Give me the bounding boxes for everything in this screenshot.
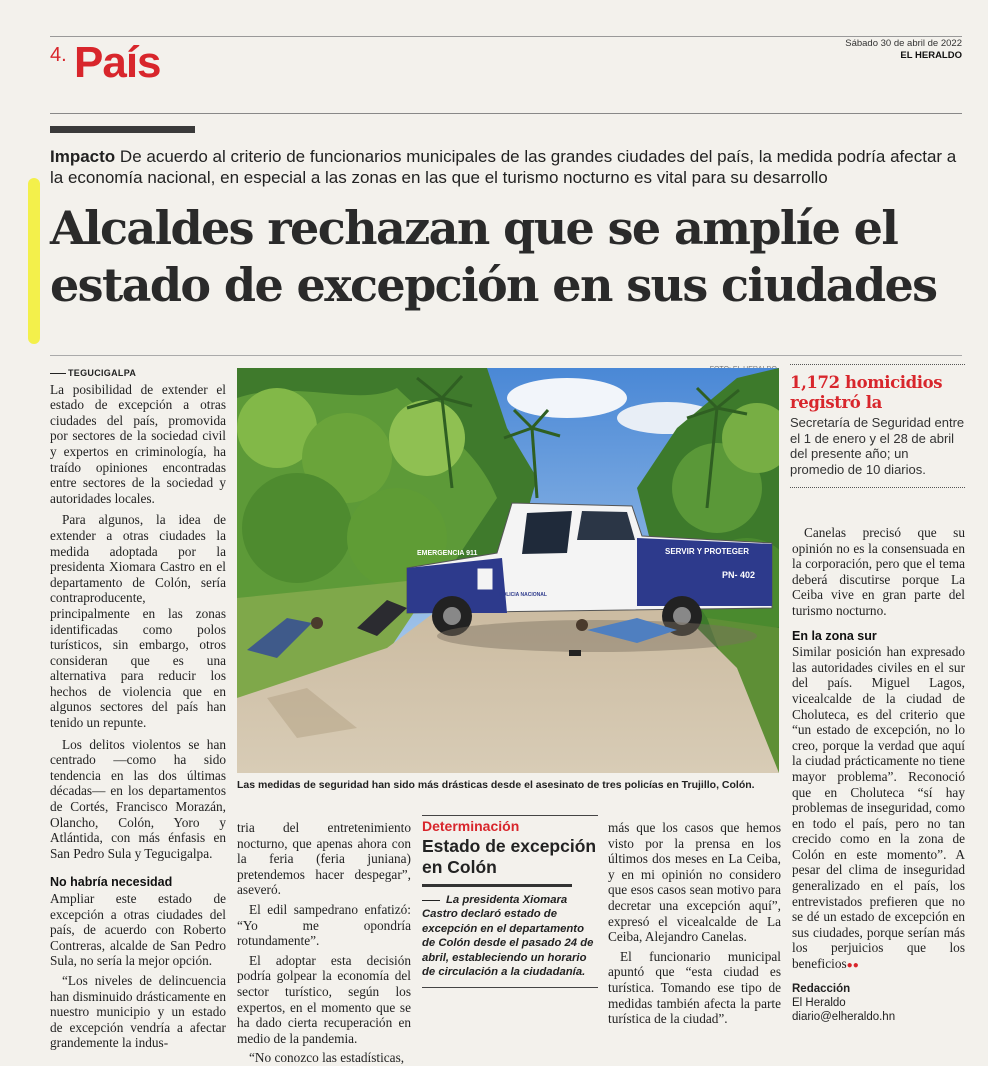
truck-label-plate: PN- 402 [722,570,756,580]
page-number: 4. [50,44,67,66]
kicker [50,146,965,188]
subhead: En la zona sur [792,628,877,643]
truck-label-motto: SERVIR Y PROTEGER [665,547,750,556]
byline-name: El Heraldo [792,996,846,1009]
box-text [422,893,598,979]
column-5 [792,525,965,1024]
paragraph: El edil sampedrano enfatizó: “Yo me opondría rotundamente”. [237,901,411,949]
truck-label-emergency: EMERGENCIA 911 [417,550,478,557]
truck-label-police: POLICIA NACIONAL [499,592,547,598]
byline-email: diario@elheraldo.hn [792,1010,896,1023]
paragraph-text: Similar posición han expresado las autoridades civiles en el sur del país. Miguel Lagos, vicealcalde de la ciudad de Choluteca, es del criterio que “un estado de excepción, no lo creo, porque la verdad que aquí la ciudad prácticamente no tiene mayor problema”. Reconoció que en Choluteca “sí hay problemas de inseguridad, como en todo el país, pero no tan crecido como en la zona de Colón en este momento”. A pesar del clima de inseguridad generalizado en el país, los entrevistados prefieren que no se dé un estado de excepción en sus ciudades, porque serían más los perjuicios que los beneficios [792,644,965,972]
dateline [50,366,226,382]
publication-name: EL HERALDO [900,50,962,61]
photo-caption: Las medidas de seguridad han sido más drásticas desde el asesinato de tres policías en Trujillo, Colón. [237,779,755,791]
headline-rule [50,355,962,356]
paragraph: Ampliar este estado de excepción a otras ciudades del país, de acuerdo con Roberto Contreras, alcalde de San Pedro Sula, no sería la mejor opción. [50,891,226,969]
info-box [422,815,598,1005]
subhead: No habría necesidad [50,875,173,890]
news-photo [237,368,779,773]
top-rule [50,36,962,37]
box-text-content: La presidenta Xiomara Castro declaró estado de excepción en el departamento de Colón desde el pasado 24 de abril, estableciendo un horario de circulación a la ciudadanía. [422,894,594,979]
kicker-text: De acuerdo al criterio de funcionarios municipales de las grandes ciudades del país, la medida podría afectar a la economía nacional, en especial a las zonas en las que el turismo nocturno es vital para su desarrollo [50,147,957,187]
column-2 [237,820,411,1066]
kicker-bar [50,126,195,133]
paragraph: “No conozco las estadísticas, [249,1050,405,1066]
column-1 [50,366,226,1051]
stat-box [790,364,965,488]
column-4 [608,820,781,1027]
paragraph: La posibilidad de extender el estado de excepción a otras ciudades del país, promovida por sectores de la sociedad civil y expertos en criminología, ha traído opiniones encontradas entre sectores de la sociedad y autoridades locales. [50,381,226,506]
header-rule [50,113,962,114]
paragraph: Para algunos, la idea de extender a otras ciudades la medida adoptada por la presidenta Xiomara Castro en el departamento de Colón, sería contraproducente, principalmente en las zonas identificadas como polos turísticos, sin embargo, otros consideran que es una alternativa para reducir los hechos de violencia que en algunos sectores del país han tenido un repunte. [50,512,226,731]
police-truck-scene [237,368,779,773]
byline-label: Redacción [792,982,851,995]
paragraph [792,644,965,973]
section-title: País [74,38,161,87]
paragraph: “Los niveles de delincuencia han disminuido drásticamente en nuestro municipio y un estado de excepción vendría a afectar grandemente la indus- [50,972,226,1051]
paragraph: El funcionario municipal apuntó que “esta ciudad es turística. Tomando ese tipo de medidas también afecta la parte turística de la ciudad”. [608,948,781,1027]
paragraph: Canelas precisó que su opinión no es la consensuada en la corporación, pero que el tema deberá discutirse porque La Ceiba vive en gran parte del turismo nocturno. [792,525,965,618]
highlighter-mark [28,178,40,344]
paragraph: Los delitos violentos se han centrado —como ha sido tendencia en las dos últimas décadas— en los departamentos de Cortés, Francisco Morazán, Olancho, Colón, Yoro y Atlántida, con más énfasis en San Pedro Sula y Tegucigalpa. [50,736,226,861]
paragraph: tria del entretenimiento nocturno, que apenas ahora con la feria (feria juniana) pretendemos hacer despegar”, aseveró. [237,820,411,898]
stat-text: Secretaría de Seguridad entre el 1 de enero y el 28 de abril del presente año; un promedio de 10 diarios. [790,415,965,477]
paragraph: El adoptar esta decisión podría golpear la economía del sector turístico, según los expertos, en el momento que se ha dado cierta recuperación en medio de la pandemia. [237,952,411,1046]
end-mark-icon: ●● [846,960,859,972]
box-title: Estado de excepción en Colón [422,836,597,877]
dateline-text: TEGUCIGALPA [68,368,137,378]
box-label: Determinación [422,818,520,834]
kicker-label: Impacto [50,147,116,166]
paragraph: más que los casos que hemos visto por la prensa en los últimos dos meses en La Ceiba, y en mi opinión no considero que esos casos sean motivo para decretar una excepción aquí”, expresó el vicealcalde de La Ceiba, Alejandro Canelas. [608,820,781,945]
issue-date: Sábado 30 de abril de 2022 [845,38,962,49]
stat-headline: 1,172 homicidios registró la [790,373,943,412]
headline: Alcaldes rechazan que se amplíe el estado de excepción en sus ciudades [50,201,937,312]
